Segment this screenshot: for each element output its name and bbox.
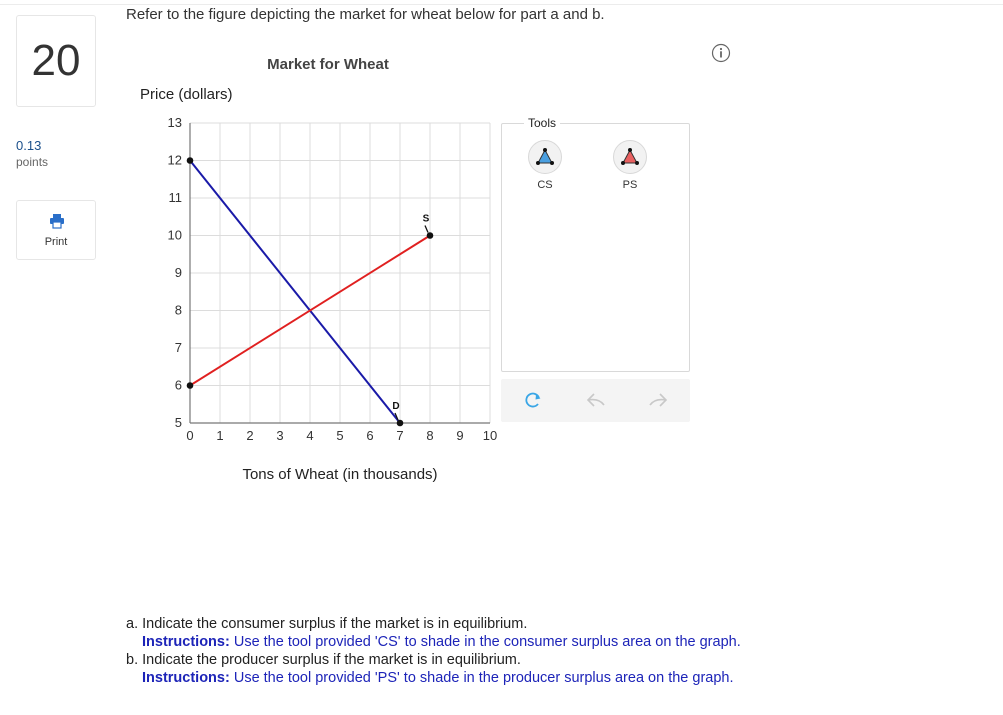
demand-curve[interactable] [190, 161, 400, 424]
y-axis-label: Price (dollars) [140, 86, 233, 103]
y-tick-label: 8 [174, 302, 182, 318]
part-b-instr-text: Use the tool provided 'PS' to shade in the producer surplus area on the graph. [229, 670, 734, 686]
part-a-text: a. Indicate the consumer surplus if the market is in equilibrium. [126, 616, 528, 632]
cs-tool-label: CS [537, 179, 553, 191]
question-parts [126, 615, 741, 687]
x-tick-label: 5 [336, 428, 344, 443]
part-a-instr-label: Instructions: [142, 634, 230, 650]
y-tick-label: 11 [168, 190, 182, 205]
x-tick-label: 4 [306, 428, 314, 443]
tools-title: Tools [524, 116, 560, 130]
triangle-shade-icon [620, 147, 640, 167]
part-a-instructions [126, 633, 741, 651]
y-tick-label: 5 [174, 415, 182, 430]
part-a-instr-text: Use the tool provided 'CS' to shade in the consumer surplus area on the graph. [229, 634, 741, 650]
x-tick-label: 6 [366, 428, 374, 443]
x-tick-label: 7 [396, 428, 404, 443]
question-number: 20 [16, 15, 96, 107]
y-tick-label: 7 [174, 340, 182, 355]
x-tick-label: 2 [246, 428, 254, 443]
x-tick-label: 0 [186, 428, 194, 443]
chart-tick-labels [168, 115, 498, 443]
supply-label-pointer [425, 226, 428, 233]
reset-icon[interactable] [523, 390, 543, 410]
print-label: Print [44, 236, 68, 248]
chart-grid [190, 123, 490, 423]
cs-tool-button[interactable] [528, 140, 562, 174]
y-tick-label: 9 [174, 265, 182, 280]
points-label: points [16, 155, 49, 169]
y-tick-label: 10 [167, 227, 182, 243]
x-axis-label: Tons of Wheat (in thousands) [242, 466, 438, 483]
x-tick-label: 8 [426, 428, 434, 443]
points-value: 0.13 [16, 138, 42, 153]
supply-endpoint[interactable] [427, 232, 434, 239]
supply-endpoint[interactable] [187, 382, 194, 389]
ps-tool-label: PS [622, 179, 638, 191]
x-tick-label: 1 [216, 428, 224, 443]
y-tick-label: 12 [167, 152, 182, 168]
x-tick-label: 10 [482, 428, 498, 443]
redo-icon[interactable] [647, 390, 669, 410]
tools-panel [501, 116, 690, 372]
undo-icon[interactable] [585, 390, 607, 410]
x-tick-label: 9 [456, 428, 464, 443]
action-bar [501, 379, 690, 422]
x-tick-label: 3 [276, 428, 284, 443]
triangle-shade-icon [535, 147, 555, 167]
y-tick-label: 13 [167, 115, 182, 130]
chart-title: Market for Wheat [267, 56, 389, 73]
part-b-text: b. Indicate the producer surplus if the market is in equilibrium. [126, 652, 521, 668]
part-b-instructions [126, 669, 741, 687]
ps-tool-button[interactable] [613, 140, 647, 174]
demand-curve-label: D [392, 401, 400, 412]
part-b-instr-label: Instructions: [142, 670, 230, 686]
demand-endpoint[interactable] [397, 420, 404, 427]
y-tick-label: 6 [174, 377, 182, 393]
demand-endpoint[interactable] [187, 157, 194, 164]
supply-curve-label: S [422, 213, 430, 225]
question-intro: Refer to the figure depicting the market for wheat below for part a and b. [126, 6, 605, 23]
